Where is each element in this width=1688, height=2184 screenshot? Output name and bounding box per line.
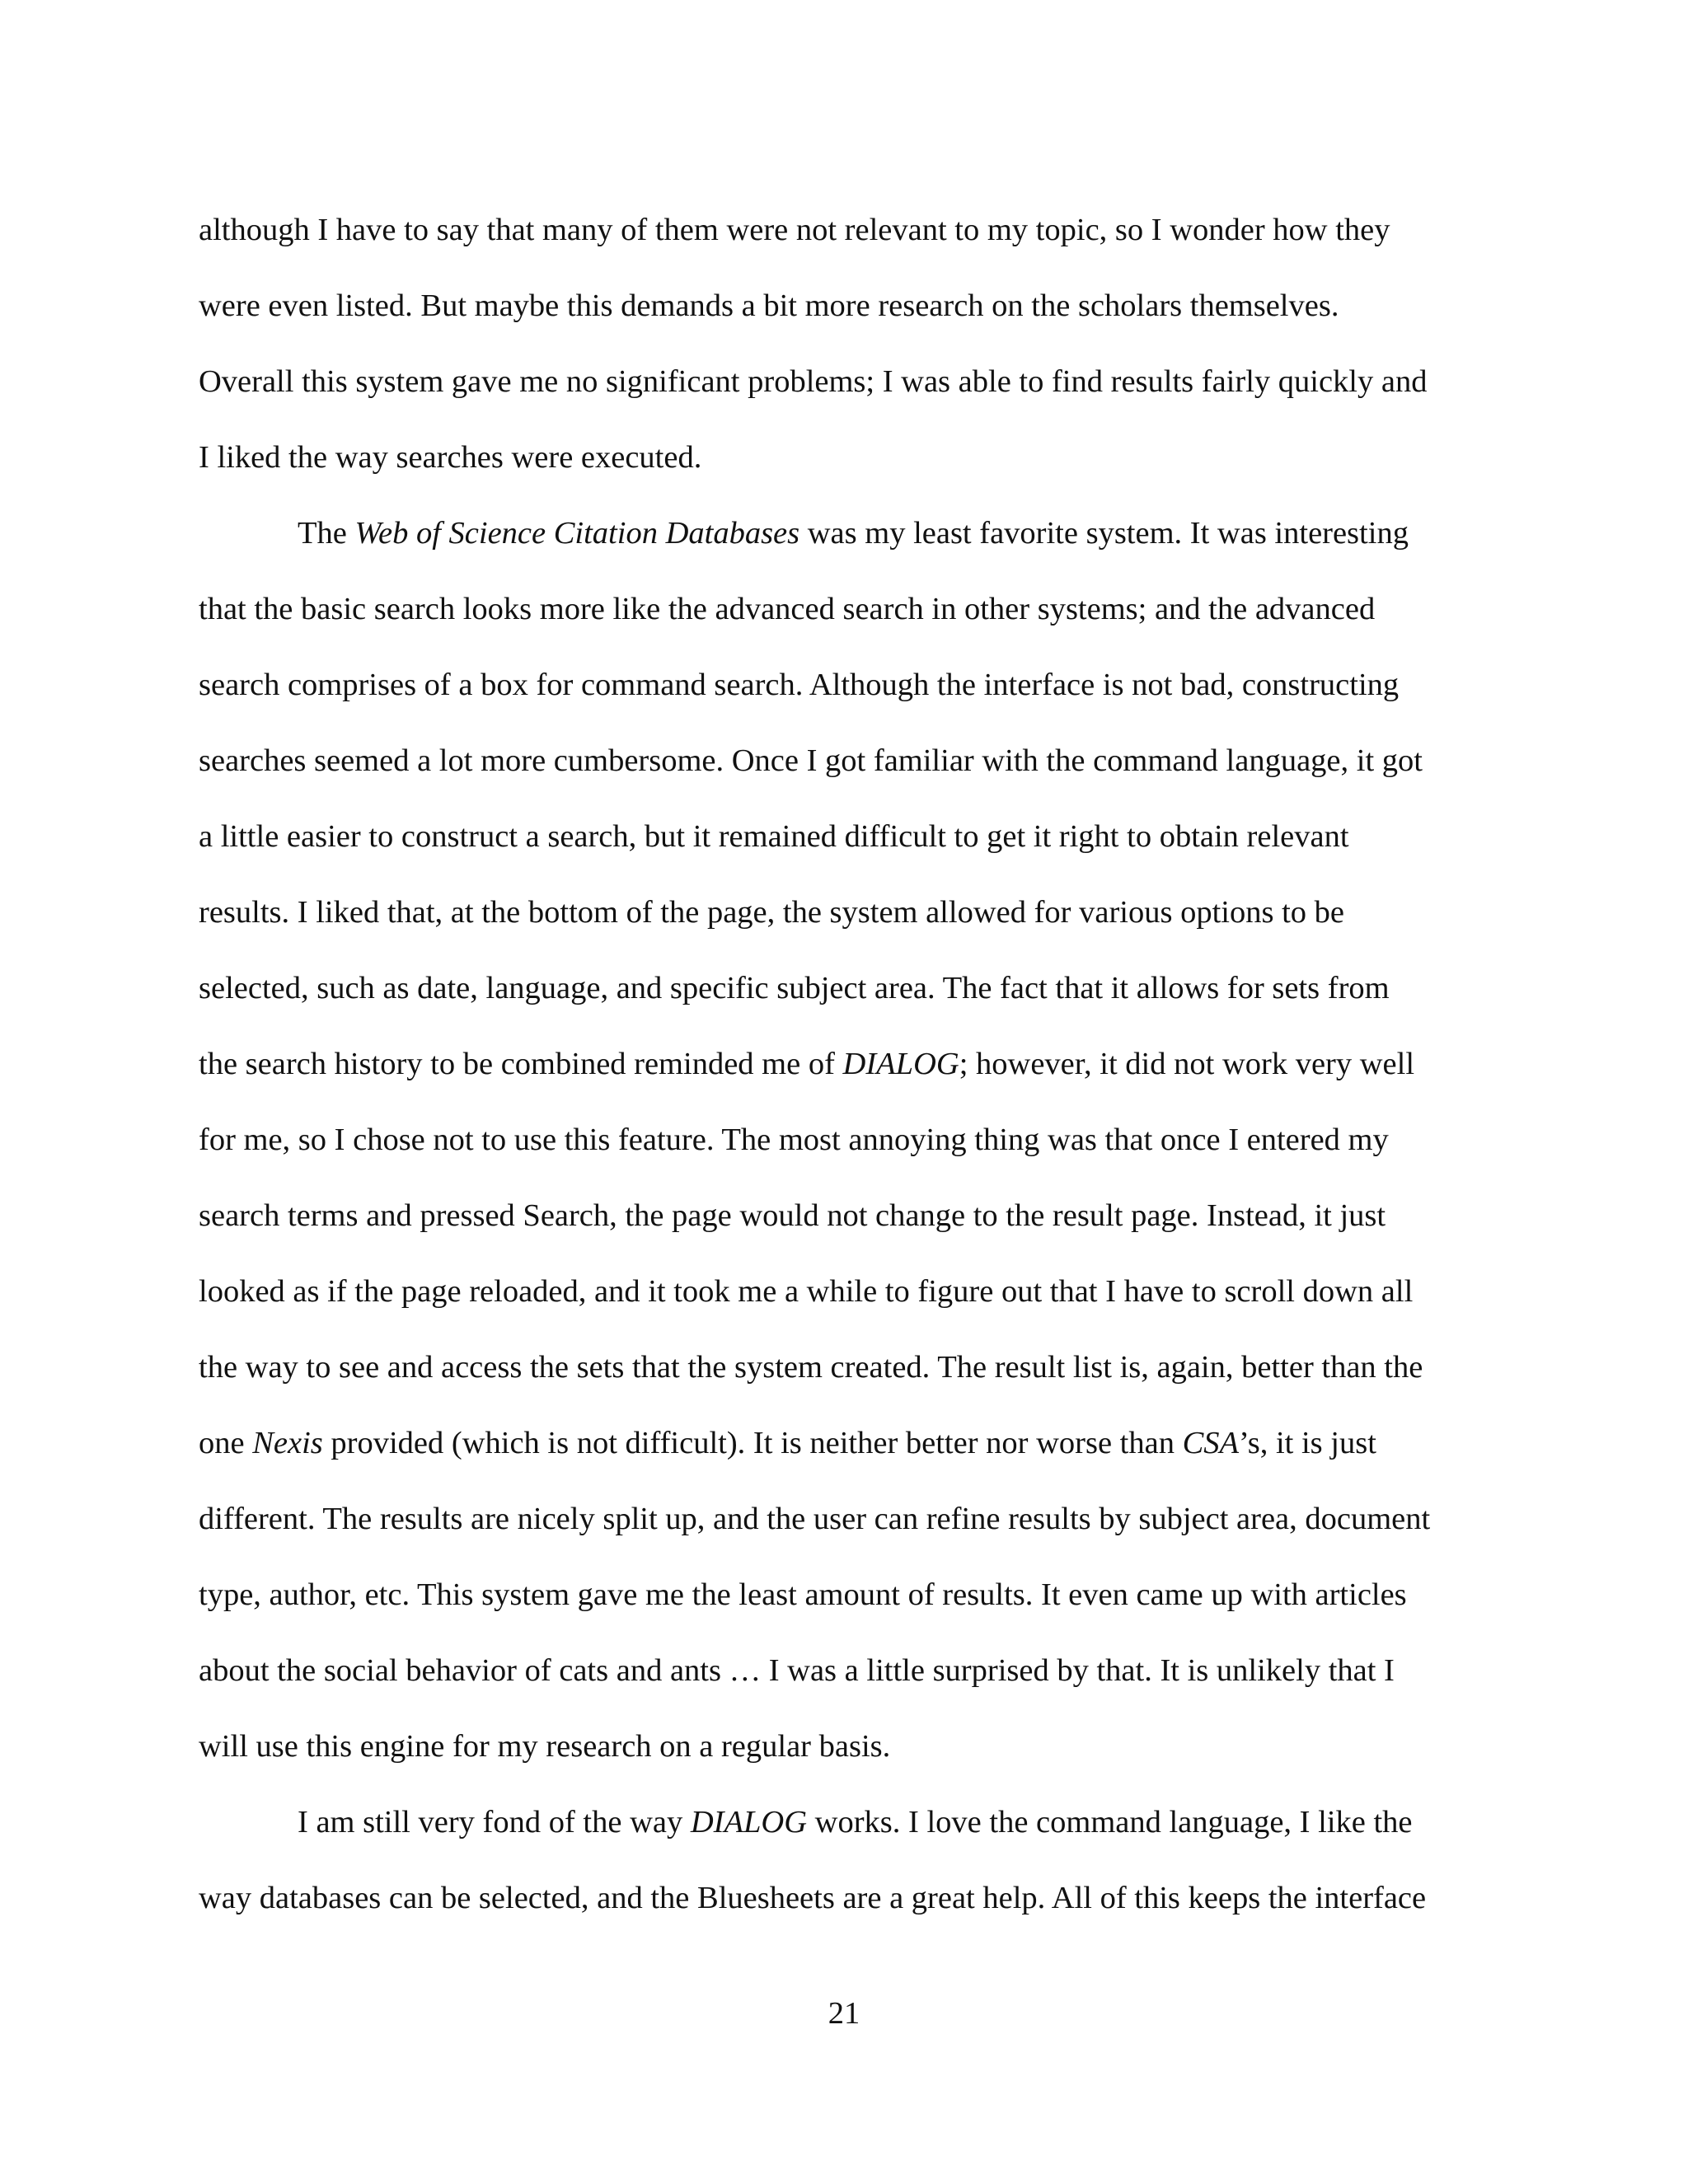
text-segment: selected, such as date, language, and specific subject area. The fact that it allows for sets from [199, 971, 1390, 1005]
text-segment: ; however, it did not work very well [959, 1047, 1415, 1081]
text-line [199, 723, 1484, 799]
text-segment: were even listed. But maybe this demands a bit more research on the scholars themselves. [199, 288, 1339, 323]
text-segment: I am still very fond of the way [298, 1805, 691, 1840]
text-line [199, 950, 1484, 1026]
text-segment: way databases can be selected, and the Bluesheets are a great help. All of this keeps the interface [199, 1881, 1427, 1915]
text-line [199, 1329, 1484, 1405]
text-line [199, 268, 1484, 344]
text-segment: will use this engine for my research on a regular basis. [199, 1729, 891, 1764]
paragraph-first-line [199, 495, 1484, 571]
text-line [199, 192, 1484, 268]
text-line [199, 874, 1484, 950]
italic-title-text: Web of Science Citation Databases [354, 516, 800, 551]
text-line [199, 799, 1484, 874]
text-line [199, 1405, 1484, 1481]
text-line [199, 344, 1484, 419]
text-segment: ’s, it is just [1239, 1426, 1376, 1460]
text-segment: the way to see and access the sets that the system created. The result list is, again, better than the [199, 1350, 1423, 1385]
text-segment: different. The results are nicely split up, and the user can refine results by subject area, document [199, 1502, 1431, 1536]
text-line [199, 1026, 1484, 1102]
text-segment: although I have to say that many of them were not relevant to my topic, so I wonder how they [199, 213, 1390, 247]
italic-title-text: Nexis [252, 1426, 323, 1460]
text-line [199, 1102, 1484, 1178]
text-segment: provided (which is not difficult). It is neither better nor worse than [322, 1426, 1183, 1460]
text-line [199, 571, 1484, 647]
text-segment: type, author, etc. This system gave me the least amount of results. It even came up with articles [199, 1577, 1407, 1612]
text-segment: a little easier to construct a search, but it remained difficult to get it right to obtain relevant [199, 819, 1349, 854]
text-line [199, 419, 1484, 495]
paragraph-first-line [199, 1784, 1484, 1860]
text-line [199, 1633, 1484, 1708]
text-segment: The [298, 516, 355, 551]
page-number: 21 [828, 1996, 860, 2031]
text-line [199, 1481, 1484, 1557]
text-segment: one [199, 1426, 253, 1460]
text-segment: works. I love the command language, I like the [807, 1805, 1413, 1840]
text-segment: results. I liked that, at the bottom of the page, the system allowed for various options to be [199, 895, 1344, 930]
text-segment: Overall this system gave me no significant problems; I was able to find results fairly quickly and [199, 364, 1428, 399]
text-line [199, 647, 1484, 723]
text-line [199, 1708, 1484, 1784]
text-segment: I liked the way searches were executed. [199, 440, 702, 475]
text-line [199, 1860, 1484, 1936]
text-segment: the search history to be combined reminded me of [199, 1047, 843, 1081]
body-text [199, 192, 1484, 1936]
text-line [199, 1557, 1484, 1633]
text-segment: search comprises of a box for command search. Although the interface is not bad, constructing [199, 668, 1400, 702]
italic-title-text: DIALOG [842, 1047, 959, 1081]
text-segment: searches seemed a lot more cumbersome. Once I got familiar with the command language, it got [199, 743, 1423, 778]
text-segment: looked as if the page reloaded, and it took me a while to figure out that I have to scroll down all [199, 1274, 1414, 1309]
italic-title-text: DIALOG [690, 1805, 808, 1840]
text-segment: that the basic search looks more like the advanced search in other systems; and the advanced [199, 592, 1376, 626]
text-segment: search terms and pressed Search, the page would not change to the result page. Instead, it just [199, 1198, 1386, 1233]
text-segment: was my least favorite system. It was interesting [799, 516, 1409, 551]
text-line [199, 1178, 1484, 1254]
text-segment: about the social behavior of cats and ants … I was a little surprised by that. It is unlikely that I [199, 1653, 1395, 1688]
text-line [199, 1254, 1484, 1329]
italic-title-text: CSA [1182, 1426, 1240, 1460]
text-segment: for me, so I chose not to use this feature. The most annoying thing was that once I entered my [199, 1122, 1389, 1157]
